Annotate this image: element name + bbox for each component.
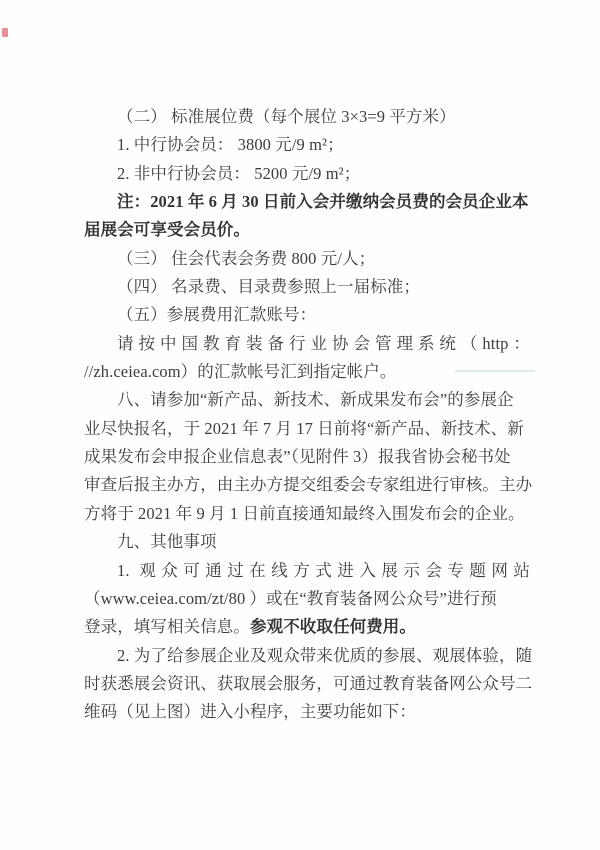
text-line: [84, 216, 530, 244]
text-segment: //zh.ceiea.com）的汇款帐号汇到指定帐户。: [84, 362, 397, 382]
text-segment: 成果发布会申报企业信息表”（见附件 3）报我省协会秘书处: [84, 447, 511, 467]
text-segment: （二） 标准展位费（每个展位 3×3=9 平方米）: [117, 107, 456, 126]
text-line: [84, 103, 530, 131]
text-line: [84, 245, 530, 273]
text-line: [84, 585, 530, 613]
text-line: [84, 301, 530, 329]
text-line: [84, 131, 530, 159]
text-line: [84, 471, 533, 499]
text-line: [84, 188, 530, 216]
text-segment: 审查后报主办方，由主办方提交组委会专家组进行审核。主办: [84, 475, 533, 495]
document-body: [84, 103, 533, 727]
text-segment: 八、请参加“新产品、新技术、新成果发布会”的参展企: [117, 390, 514, 410]
text-line: [84, 613, 530, 641]
text-segment: 2. 为了给参展企业及观众带来优质的参展、观展体验，随: [117, 645, 533, 665]
text-segment: 登录，填写相关信息。: [84, 617, 250, 637]
text-segment: 维码（见上图）进入小程序，主要功能如下：: [84, 702, 416, 722]
text-segment: 方将于 2021 年 9 月 1 日前直接通知最终入围发布会的企业。: [84, 503, 525, 523]
text-segment: 业尽快报名，于 2021 年 7 月 17 日前将“新产品、新技术、新: [84, 418, 524, 438]
text-line: [84, 273, 530, 301]
text-segment: 届展会可享受会员价。: [84, 220, 250, 240]
text-line: [84, 386, 530, 414]
text-segment: 时获悉展会资讯、获取展会服务，可通过教育装备网公众号二: [84, 673, 533, 693]
text-segment: （www.ceiea.com/zt/80 ）或在“教育装备网公众号”进行预: [84, 588, 497, 608]
text-line: [84, 642, 533, 670]
text-segment: 注：2021 年 6 月 30 日前入会并缴纳会员费的会员企业本: [117, 192, 529, 212]
text-line: [84, 358, 530, 386]
text-line: [84, 698, 530, 726]
text-segment: 参观不收取任何费用。: [250, 617, 416, 637]
text-segment: 1. 观众可通过在线方式进入展示会专题网站: [117, 560, 530, 580]
text-line: [84, 528, 530, 556]
scan-artifact-red-mark: [2, 28, 8, 37]
text-segment: （三） 住会代表会务费 800 元/人；: [117, 248, 376, 268]
text-segment: （四） 名录费、目录费参照上一届标准；: [117, 277, 421, 297]
text-line: [84, 557, 530, 585]
text-line: [84, 330, 530, 358]
text-segment: 1. 中行协会员： 3800 元/9 m²；: [117, 135, 344, 155]
text-segment: （五）参展费用汇款账号：: [117, 305, 317, 325]
text-segment: 请按中国教育装备行业协会管理系统（http：: [117, 333, 530, 353]
text-segment: 九、其他事项: [117, 532, 217, 552]
text-line: [84, 670, 533, 698]
text-line: [84, 415, 530, 443]
text-line: [84, 443, 530, 471]
text-line: [84, 500, 530, 528]
text-segment: 2. 非中行协会员： 5200 元/9 m²；: [117, 163, 361, 183]
text-line: [84, 160, 530, 188]
